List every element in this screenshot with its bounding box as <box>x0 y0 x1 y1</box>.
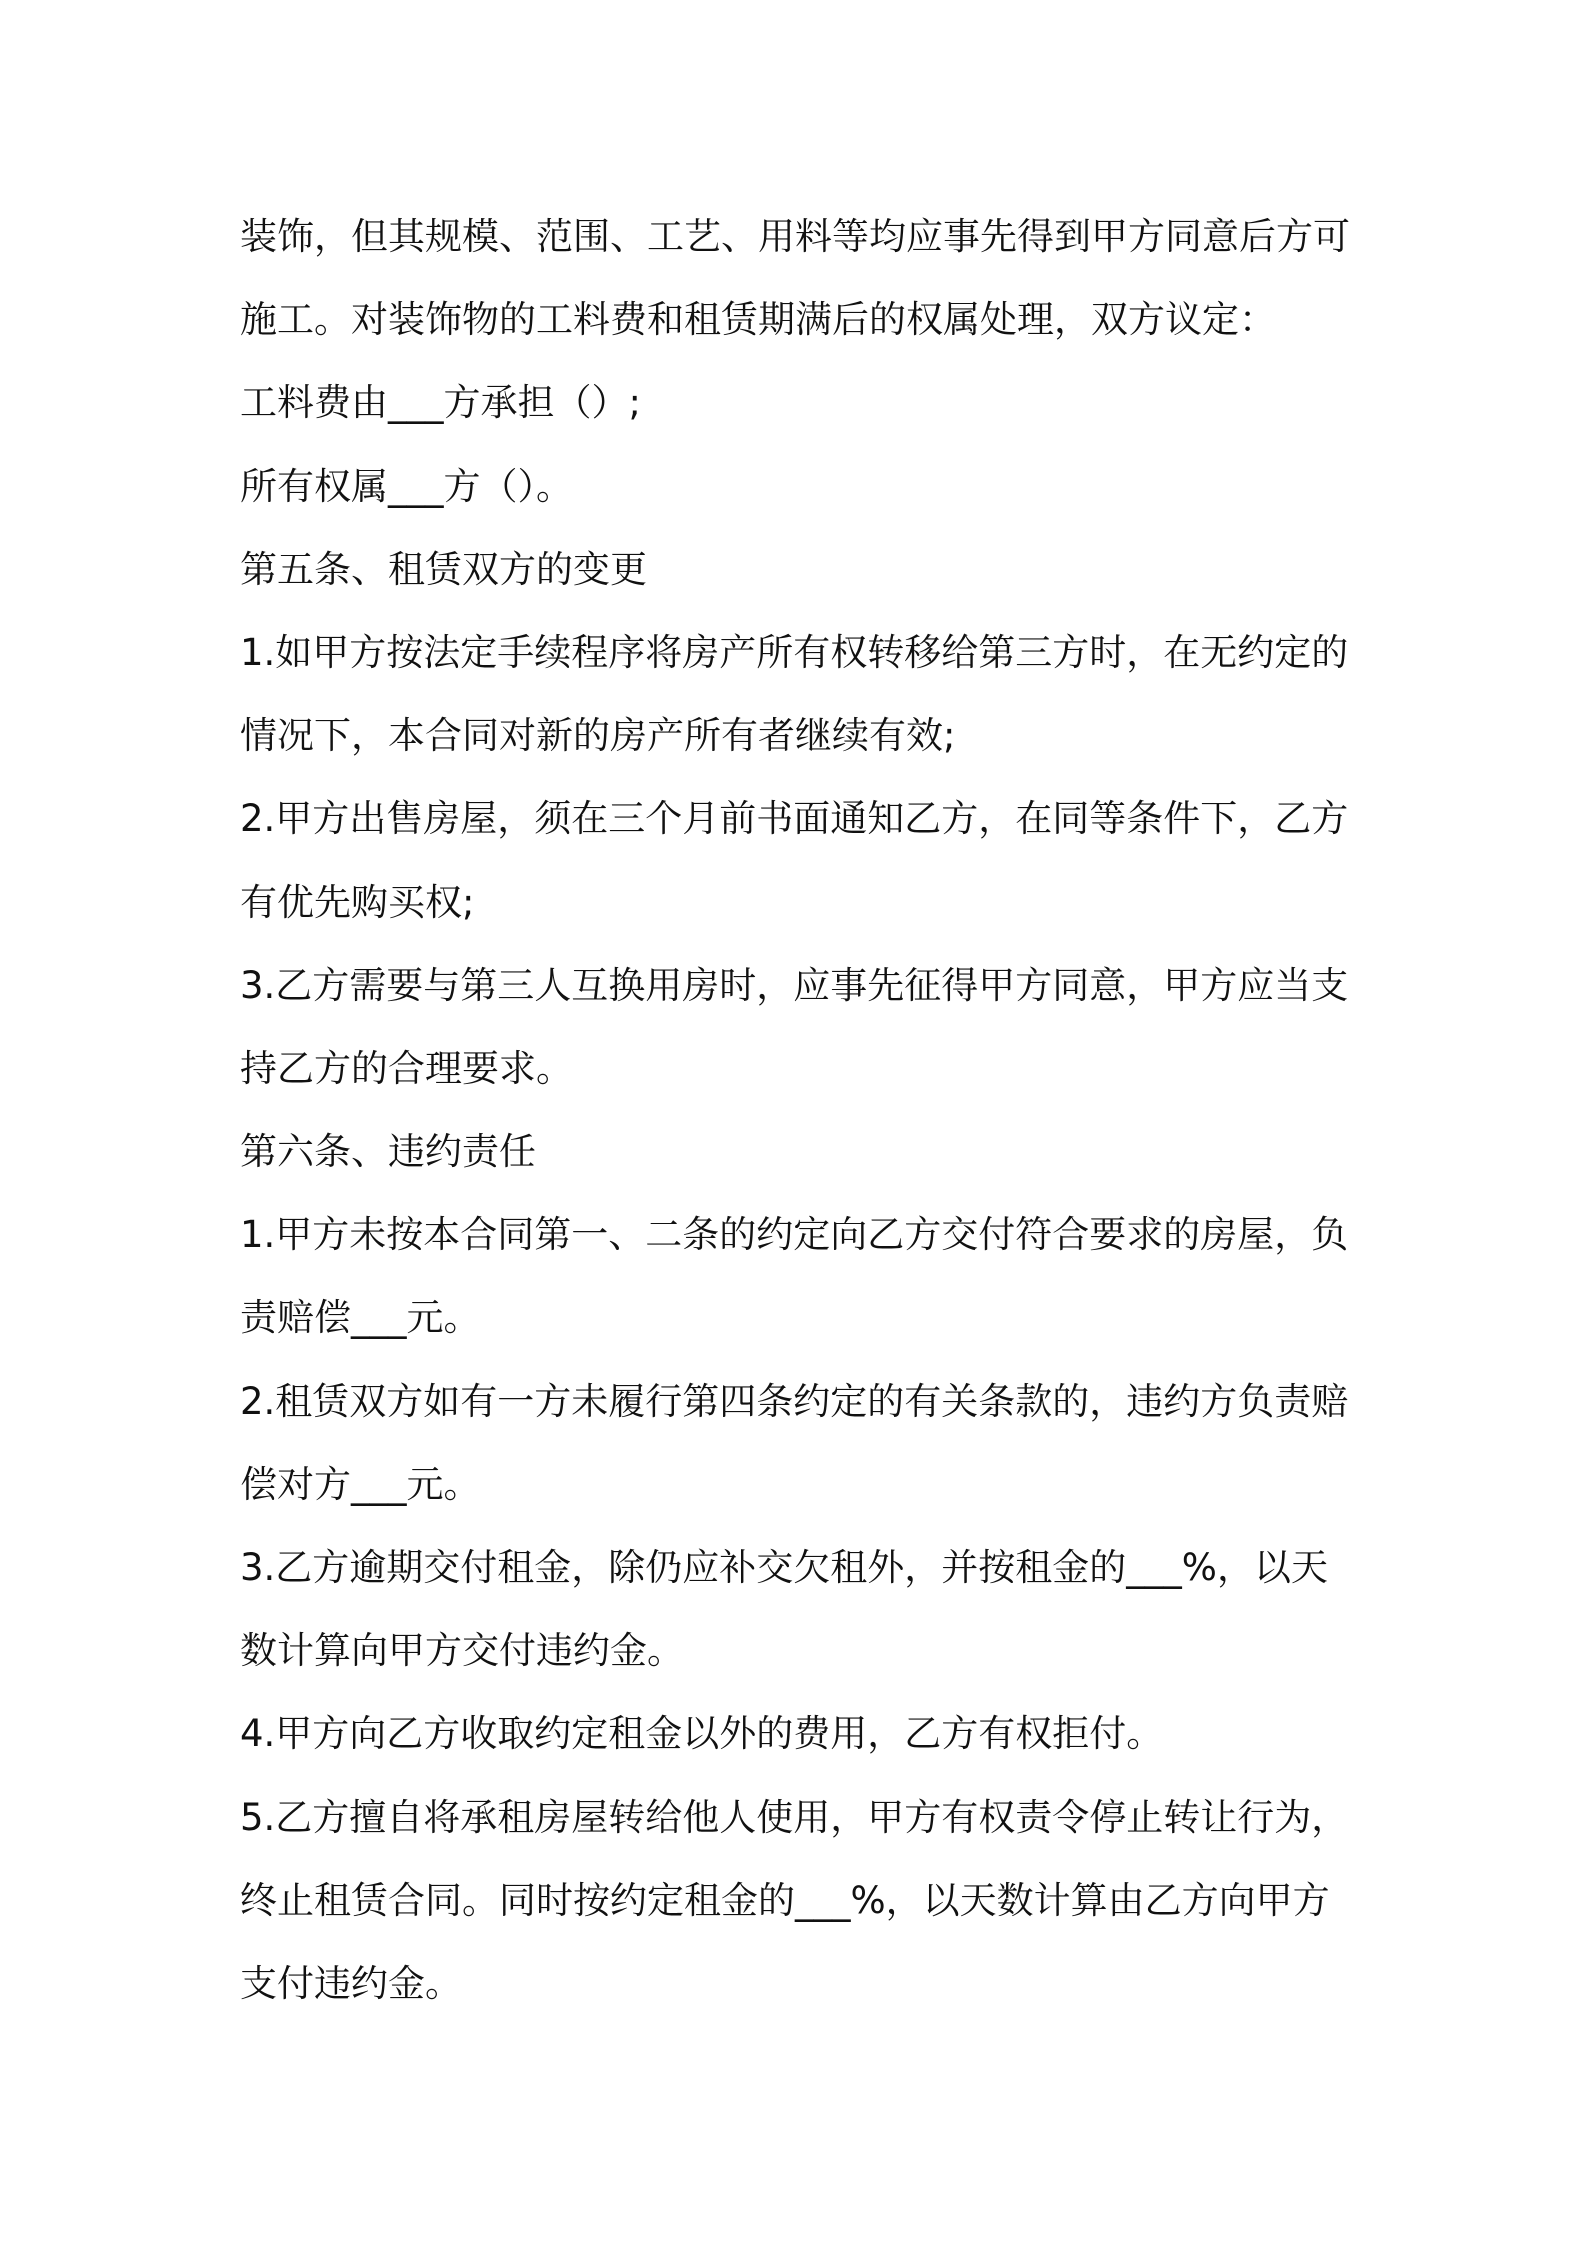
text-line: 工料费由___方承担（）; <box>240 381 641 425</box>
text-line: 施工。对装饰物的工料费和租赁期满后的权属处理，双方议定： <box>240 298 1276 342</box>
section-heading-5: 第五条、租赁双方的变更 <box>240 547 647 591</box>
text-line: 4.甲方向乙方收取约定租金以外的费用，乙方有权拒付。 <box>240 1712 1164 1756</box>
text-line: 2.租赁双方如有一方未履行第四条约定的有关条款的，违约方负责赔 <box>240 1379 1349 1423</box>
text-line: 1.甲方未按本合同第一、二条的约定向乙方交付符合要求的房屋，负 <box>240 1213 1349 1257</box>
text-line: 偿对方___元。 <box>240 1462 481 1506</box>
text-line: 3.乙方需要与第三人互换用房时，应事先征得甲方同意，甲方应当支 <box>240 963 1349 1007</box>
text-line: 情况下，本合同对新的房产所有者继续有效; <box>240 714 956 758</box>
document-body <box>240 195 1360 2025</box>
text-line: 终止租赁合同。同时按约定租金的___%，以天数计算由乙方向甲方 <box>240 1878 1330 1922</box>
text-line: 责赔偿___元。 <box>240 1296 481 1340</box>
text-line: 3.乙方逾期交付租金，除仍应补交欠租外，并按租金的___%，以天 <box>240 1546 1328 1589</box>
section-heading-6: 第六条、违约责任 <box>240 1130 536 1174</box>
text-line: 数计算向甲方交付违约金。 <box>240 1629 684 1673</box>
text-line: 装饰，但其规模、范围、工艺、用料等均应事先得到甲方同意后方可 <box>240 215 1350 258</box>
text-line: 支付违约金。 <box>240 1961 462 2005</box>
text-line: 持乙方的合理要求。 <box>240 1046 573 1090</box>
text-line: 2.甲方出售房屋，须在三个月前书面通知乙方，在同等条件下，乙方 <box>240 797 1349 841</box>
text-line: 所有权属___方（）。 <box>240 464 573 508</box>
text-line: 5.乙方擅自将承租房屋转给他人使用，甲方有权责令停止转让行为， <box>240 1795 1349 1839</box>
text-line: 1.如甲方按法定手续程序将房产所有权转移给第三方时，在无约定的 <box>240 630 1349 674</box>
text-line: 有优先购买权; <box>240 880 475 924</box>
